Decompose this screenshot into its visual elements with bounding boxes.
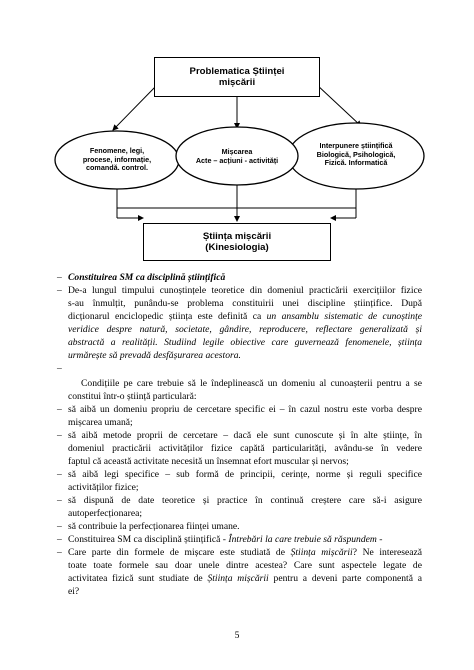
c2-line-1: să aibă metode proprii de cercetare – dacă ele sunt cunoscute și în alte științe, în	[68, 430, 422, 441]
bottom-box-line-2: (Kinesiologia)	[205, 242, 269, 253]
bullet-dash: –	[57, 272, 62, 283]
q-line-3: activitatea fizică sunt studiate de Știința mișcării pentru a deveni parte componentă a	[68, 573, 423, 584]
p1-line-4: veridice despre natură, societate, gândire, reproducere, reflectare generalizată și	[68, 324, 422, 335]
p1-line-2: s-au înmulțit, punându-se problema constituirii unei discipline științifice. După	[68, 298, 422, 309]
c1-line-2: mișcarea umană;	[68, 417, 133, 428]
cond-line-1: Condițiile pe care trebuie să le îndeplinească un domeniu al cunoașterii pentru a se	[81, 378, 422, 389]
kinesiology-diagram	[0, 0, 474, 270]
bullet-dash: –	[57, 495, 62, 506]
c2-line-3: faptul că această activitate necesită un însemnat efort muscular și nervos;	[68, 456, 349, 467]
ellipse-left-label: Fenomene, legi, procese, informație, comandă. control.	[82, 146, 152, 173]
arrow-top-right	[316, 84, 361, 126]
c4-line-1: să dispună de date teoretice și practice în continuă creștere care să-i asigure	[68, 495, 422, 506]
c4-line-2: autoperfecționarea;	[68, 508, 143, 519]
bottom-box	[143, 223, 331, 261]
p1-line-5: abstractă a realității. Studiind legile obiective care guvernează fenomenele, știința	[68, 337, 422, 348]
c5-line: să contribuie la perfecționarea ființei umane.	[68, 521, 240, 532]
bullet-dash: –	[57, 285, 62, 296]
p1-line-1: De-a lungul timpului cunoștințele teoretice din domeniul practicării exercițiilor fizice	[68, 285, 422, 296]
c2-line-2: domeniul practicării activităților fizice capătă particularități, avându-se în vedere	[68, 443, 422, 454]
q-line-2: toate toate formele sau doar unele dintre acestea? Care sunt aspectele legate de	[68, 560, 422, 571]
bullet-dash: –	[57, 521, 62, 532]
bullet-dash: –	[57, 469, 62, 480]
c3-line-1: să aibă legi specifice – sub formă de principii, cerințe, norme și reguli specifice	[68, 469, 422, 480]
c1-line-1: să aibă un domeniu propriu de cercetare specific ei – în cazul nostru este vorba despre	[68, 404, 422, 415]
top-box-line-2: mișcării	[218, 77, 256, 88]
q-line-1: Care parte din formele de mișcare este studiată de Știința mișcării? Ne interesează	[68, 547, 422, 558]
bullet-dash: –	[57, 430, 62, 441]
bullet-dash: –	[57, 547, 62, 558]
bullet-dash: –	[57, 363, 62, 374]
bullet-dash: –	[57, 534, 62, 545]
heading-constituirea: Constituirea SM ca disciplină științifică	[68, 272, 226, 283]
ellipse-center-label: Mișcarea Acte – acțiuni - activități	[195, 147, 279, 165]
page-number: 5	[234, 630, 240, 641]
ellipse-right-label: Interpunere științifică Biologică, Psihologică, Fizică. Informatică	[316, 141, 396, 168]
bottom-box-line-1: Știința mișcării	[202, 230, 272, 242]
c3-line-2: activităților fizice;	[68, 482, 139, 493]
p1-line-3: dicționarul enciclopedic știința este definită ca un ansamblu sistematic de cunoștințe	[68, 311, 422, 322]
arrow-top-left	[113, 84, 158, 130]
heading-intrebari: Constituirea SM ca disciplină științifică - Întrebări la care trebuie să răspundem -	[68, 534, 383, 545]
q-line-4: ei?	[68, 586, 80, 597]
p1-line-6: urmărește să prevadă desfășurarea acestora.	[68, 350, 241, 361]
top-box	[154, 57, 320, 97]
cond-line-2: constitui într-o știință particulară:	[68, 391, 197, 402]
bullet-dash: –	[57, 404, 62, 415]
top-box-line-1: Problematica Științei	[189, 65, 285, 77]
